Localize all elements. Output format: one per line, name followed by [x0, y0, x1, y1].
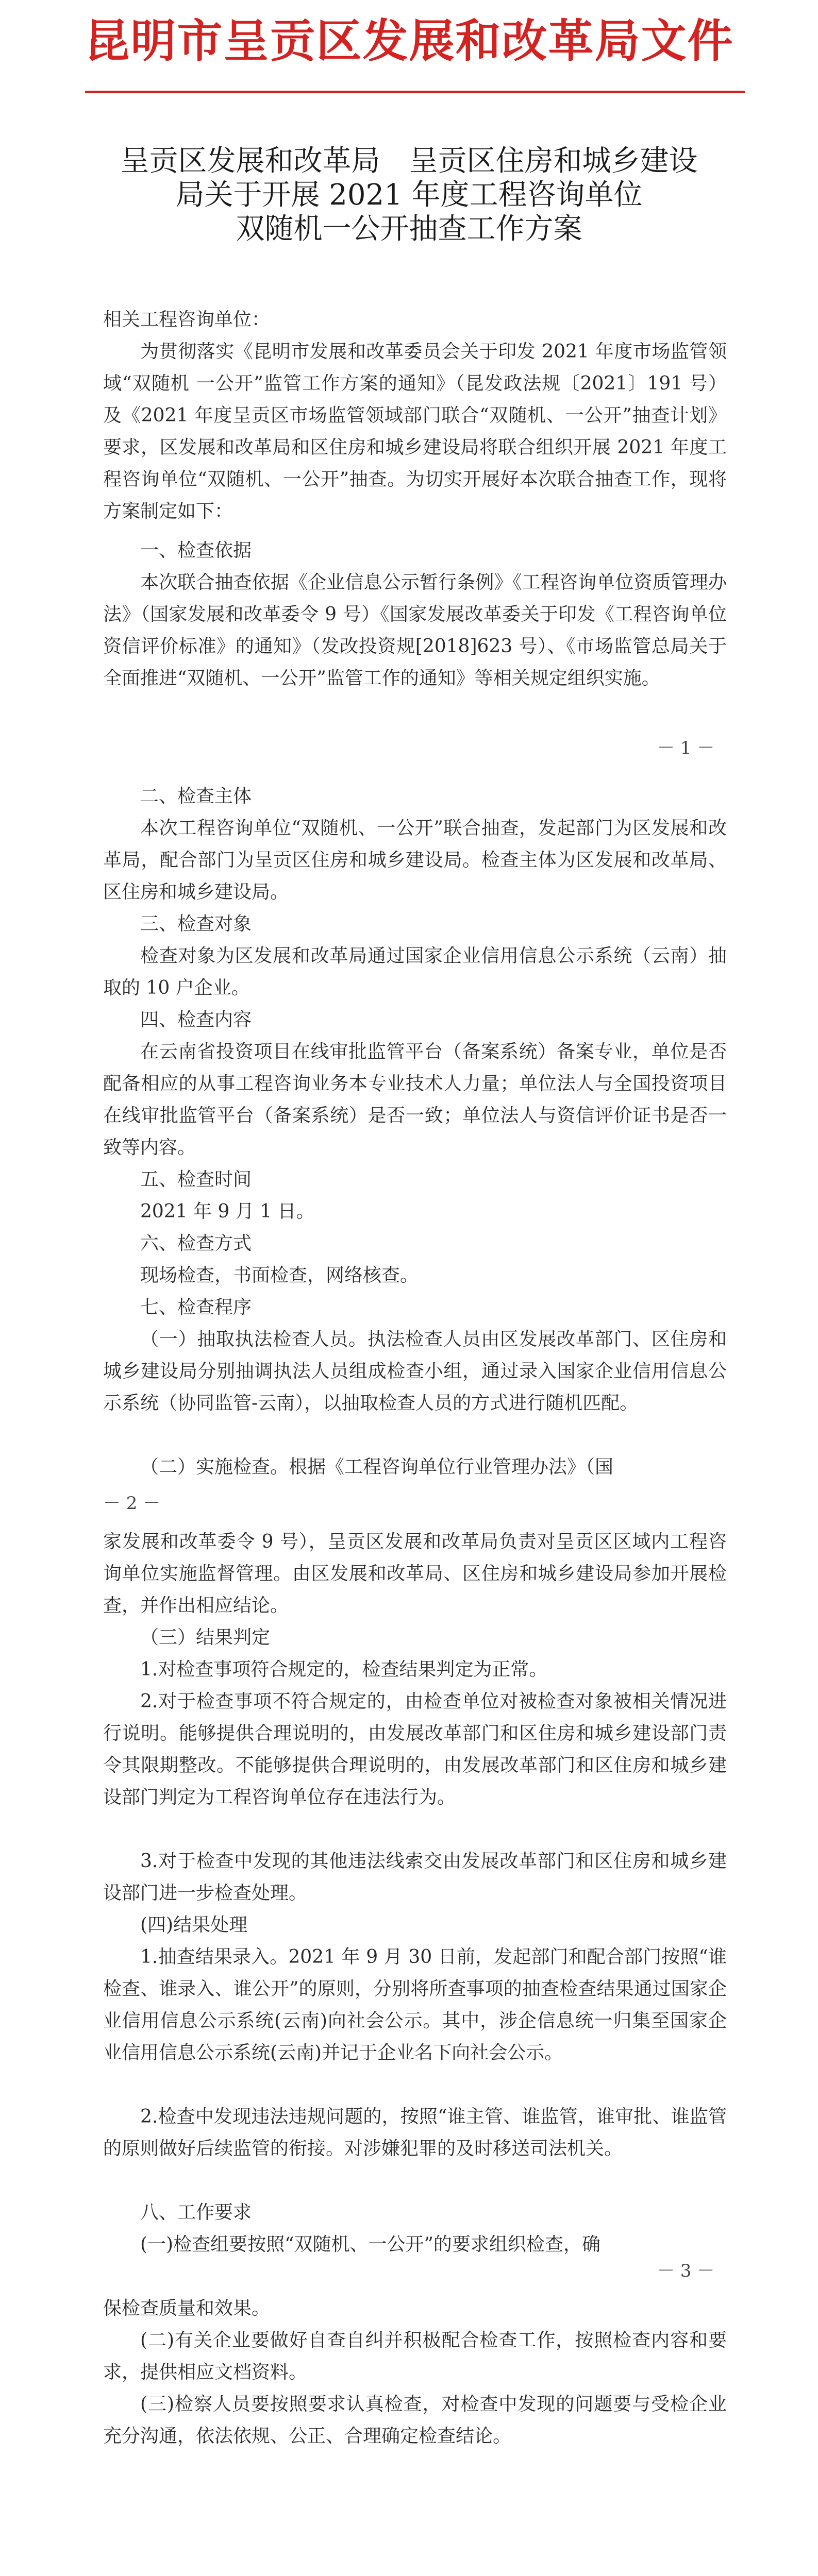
- salutation: 相关工程咨询单位：: [103, 309, 271, 330]
- paragraph-object: 检查对象为区发展和改革局通过国家企业信用信息公示系统（云南）抽取的 10 户企业。: [103, 945, 727, 998]
- section-heading-subject: 二、检查主体: [140, 786, 252, 807]
- paragraph-requirement-2: (二)有关企业要做好自查自纠并积极配合检查工作，按照检查内容和要求，提供相应文档资料。: [103, 2330, 727, 2383]
- paragraph-subject: 本次工程咨询单位“双随机、一公开”联合抽查，发起部门为区发展和改革局，配合部门为呈贡区住房和城乡建设局。检查主体为区发展和改革局、区住房和城乡建设局。: [103, 818, 727, 903]
- section-heading-method: 六、检查方式: [140, 1233, 252, 1254]
- masthead-title: 昆明市呈贡区发展和改革局文件: [84, 14, 734, 67]
- paragraph-requirement-3: (三)检察人员要按照要求认真检查，对检查中发现的问题要与受检企业充分沟通，依法依规、公正、合理确定检查结论。: [103, 2394, 727, 2447]
- paragraph-procedure-2a: （二）实施检查。根据《工程咨询单位行业管理办法》（国: [140, 1456, 614, 1478]
- section-heading-procedure: 七、检查程序: [140, 1297, 252, 1318]
- paragraph-requirement-1a: (一)检查组要按照“双随机、一公开”的要求组织检查，确: [140, 2234, 600, 2255]
- section-heading-basis: 一、检查依据: [140, 540, 252, 561]
- paragraph-method: 现场检查，书面检查，网络核查。: [140, 1265, 419, 1286]
- paragraph-time: 2021 年 9 月 1 日。: [140, 1201, 315, 1222]
- paragraph-requirement-1b: 保检查质量和效果。: [103, 2298, 271, 2319]
- section-heading-object: 三、检查对象: [140, 913, 252, 935]
- paragraph-judgement-2: 2.对于检查事项不符合规定的，由检查单位对被检查对象被相关情况进行说明。能够提供合理说明的，由发展改革部门和区住房和城乡建设部门责令其限期整改。不能够提供合理说明的，由发展改革部门和区住房和城乡建设部门判定为工程咨询单位存在违法行为。: [103, 1691, 727, 1808]
- paragraph-procedure-2b: 家发展和改革委令 9 号），呈贡区发展和改革局负责对呈贡区区域内工程咨询单位实施监督管理。由区发展和改革局、区住房和城乡建设局参加开展检查，并作出相应结论。: [103, 1531, 727, 1616]
- paragraph-basis: 本次联合抽查依据《企业信息公示暂行条例》《工程咨询单位资质管理办法》（国家发展和改革委令 9 号）《国家发展改革委关于印发《工程咨询单位资信评价标准》的通知》（发改投资规[2018]623 号）、《市场监管总局关于全面推进“双随机、一公开”监管工作的通知》等相关规定组织实施。: [103, 572, 727, 689]
- section-heading-content: 四、检查内容: [140, 1009, 252, 1030]
- section-heading-judgement: （三）结果判定: [140, 1627, 271, 1648]
- paragraph-result-1: 1.抽查结果录入。2021 年 9 月 30 日前，发起部门和配合部门按照“谁检查、谁录入、谁公开”的原则，分别将所查事项的抽查检查结果通过国家企业信用信息公示系统(云南)向社会公示。其中，涉企信息统一归集至国家企业信用信息公示系统(云南)并记于企业名下向社会公示。: [103, 1946, 727, 2063]
- doc-title-line-1: 呈贡区发展和改革局 呈贡区住房和城乡建设: [120, 144, 698, 178]
- doc-title-line-3: 双随机一公开抽查工作方案: [236, 212, 582, 246]
- paragraph-result-2: 2.检查中发现违法违规问题的，按照“谁主管、谁监管，谁审批、谁监管的原则做好后续监管的衔接。对涉嫌犯罪的及时移送司法机关。: [103, 2106, 727, 2159]
- intro-paragraph: 为贯彻落实《昆明市发展和改革委员会关于印发 2021 年度市场监管领域“双随机 一公开”监管工作方案的通知》（昆发政法规〔2021〕191 号）及《2021 年度呈贡区市场监管领域部门联合“双随机、一公开”抽查计划》要求，区发展和改革局和区住房和城乡建设局将联合组织开展 2021 年度工程咨询单位“双随机、一公开”抽查。为切实开展好本次联合抽查工作，现将方案制定如下：: [103, 341, 727, 522]
- paragraph-procedure-1: （一）抽取执法检查人员。执法检查人员由区发展改革部门、区住房和城乡建设局分别抽调执法人员组成检查小组，通过录入国家企业信用信息公示系统（协同监管-云南），以抽取检查人员的方式进行随机匹配。: [103, 1329, 727, 1414]
- doc-title-line-2: 局关于开展 2021 年度工程咨询单位: [175, 178, 643, 212]
- paragraph-judgement-1: 1.对检查事项符合规定的，检查结果判定为正常。: [140, 1659, 548, 1680]
- page-number-1: － 1 －: [657, 738, 715, 758]
- masthead-red-rule: [85, 91, 745, 93]
- paragraph-content: 在云南省投资项目在线审批监管平台（备案系统）备案专业，单位是否配备相应的从事工程咨询业务本专业技术人力量；单位法人与全国投资项目在线审批监管平台（备案系统）是否一致；单位法人与资信评价证书是否一致等内容。: [103, 1041, 727, 1158]
- section-heading-result: (四)结果处理: [140, 1914, 248, 1936]
- section-heading-requirements: 八、工作要求: [140, 2202, 252, 2223]
- page-number-3: － 3 －: [657, 2261, 715, 2281]
- section-heading-time: 五、检查时间: [140, 1169, 252, 1190]
- paragraph-judgement-3: 3.对于检查中发现的其他违法线索交由发展改革部门和区住房和城乡建设部门进一步检查处理。: [103, 1851, 727, 1904]
- page-number-2: － 2 －: [103, 1493, 161, 1514]
